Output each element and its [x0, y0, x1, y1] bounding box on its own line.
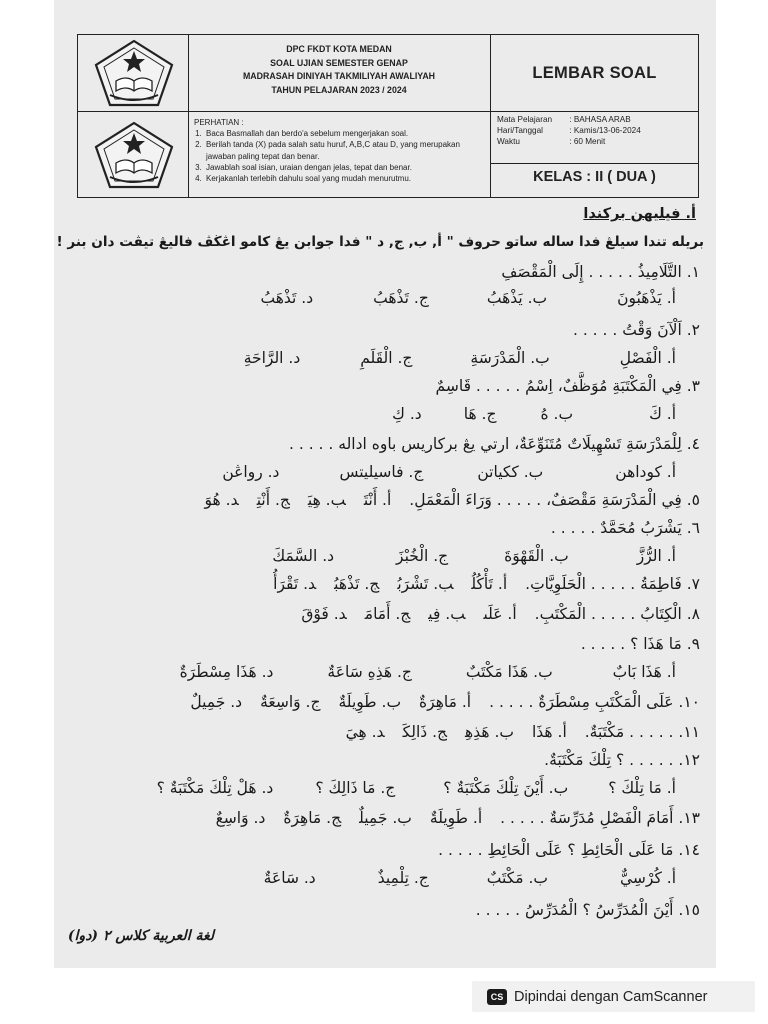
answer-option[interactable]: أ. أَنْتَ — [363, 491, 392, 509]
info-sep: : — [569, 137, 572, 147]
question-number: ٨. — [681, 605, 700, 623]
options-row — [261, 288, 676, 308]
answer-option[interactable]: ج. تِلْمِيذٌ — [377, 869, 429, 887]
answer-option[interactable]: ب. طَوِيلَةٌ — [338, 693, 402, 711]
section-title: أ. فيليهن بركندا — [583, 206, 696, 222]
answer-option[interactable]: د. هِيَ — [345, 723, 385, 741]
answer-option[interactable]: ب. جَمِيلٌ — [359, 809, 412, 827]
question-12 — [544, 750, 700, 770]
question-text: الْكِتَابُ . . . . . الْمَكْتَبِ. — [534, 605, 682, 623]
question-text: يَشْرَبُ مُحَمَّدٌ . . . . . — [550, 519, 682, 537]
question-number: ٦. — [681, 519, 700, 537]
perhatian-item: 4. Kerjakanlah terlebih dahulu soal yang mudah menurutmu. — [204, 173, 490, 184]
options-row — [264, 868, 676, 888]
options-row — [157, 778, 676, 798]
answer-option[interactable]: ب. هِيَ — [307, 491, 346, 509]
question-number: ١٥. — [673, 901, 700, 919]
answer-option[interactable]: ج. هَذِهِ سَاعَةٌ — [327, 663, 412, 681]
camscanner-text: Dipindai dengan CamScanner — [514, 988, 708, 1005]
madrasah-emblem-icon — [90, 37, 178, 109]
answer-option[interactable]: أ. عَلَى — [483, 605, 517, 623]
camscanner-badge — [472, 981, 755, 1012]
answer-option[interactable]: ج. تَذْهَبُ — [373, 289, 429, 307]
question-4 — [289, 434, 700, 454]
footer-note: لغة العربية كلاس ٢ (دوا) — [67, 928, 214, 944]
question-1 — [501, 262, 700, 282]
answer-option[interactable]: د. تَذْهَبُ — [260, 289, 314, 307]
exam-header-table — [77, 34, 699, 198]
question-text: اَلْآنَ وَقْتُ . . . . . — [572, 321, 682, 339]
answer-option[interactable]: د. السَّمَكَ — [272, 547, 335, 565]
perhatian-title: PERHATIAN : — [194, 118, 244, 127]
question-text: فِي الْمَكْتَبَةِ مُوَظَّفٌ، اِسْمُ . . . . . قَاسِمٌ — [435, 377, 682, 395]
options-row — [392, 404, 676, 424]
answer-option[interactable]: أ. طَوِيلَةٌ — [429, 809, 483, 827]
perhatian-item: 3. Jawablah soal isian, uraian dengan jelas, tepat dan benar. — [204, 162, 490, 173]
answer-option[interactable]: د. وَاسِعٌ — [215, 809, 266, 827]
perhatian-item: 2. Berilah tanda (X) pada salah satu huruf, A,B,C atau D, yang merupakan jawaban paling tepat dan benar. — [204, 139, 490, 161]
question-number: ٤. — [681, 435, 700, 453]
answer-option[interactable]: أ. هَذَا بَابٌ — [612, 663, 676, 681]
answer-option[interactable]: أ. الْفَصْلِ — [619, 349, 676, 367]
question-text: فِي الْمَدْرَسَةِ مَقْصَفٌ، . . . . . وَرَاءَ الْمَعْمَلِ. — [409, 491, 682, 509]
answer-option[interactable]: أ. كوداهن — [615, 463, 676, 481]
question-number: ٣. — [681, 377, 700, 395]
answer-option[interactable]: د. سَاعَةٌ — [263, 869, 316, 887]
school-line: MADRASAH DINIYAH TAKMILIYAH AWALIYAH — [242, 71, 436, 82]
question-8 — [301, 604, 700, 624]
answer-option[interactable]: ب. هُ — [540, 405, 574, 423]
answer-option[interactable]: د. هَلْ تِلْكَ مَكْتَبَةٌ ؟ — [156, 779, 274, 797]
exam-info — [497, 114, 697, 148]
question-text: فَاطِمَةُ . . . . . الْحَلَوِيَّاتِ. — [525, 575, 682, 593]
school-line: SOAL UJIAN SEMESTER GENAP — [270, 57, 408, 68]
info-sep: : — [569, 126, 572, 136]
options-row — [244, 348, 676, 368]
question-number: ٩. — [681, 635, 700, 653]
answer-option[interactable]: ج. فاسيليتس — [339, 463, 424, 481]
answer-option[interactable]: أ. تَأْكُلُ — [471, 575, 508, 593]
question-number: ١٣. — [673, 809, 700, 827]
question-text: . . . . . مَكْتَبَةٌ. — [584, 723, 674, 741]
question-text: لِلْمَدْرَسَةِ تَسْهِيلَاتٌ مُتَنَوِّعَةٌ، ارتي يڠ بركاريس باوه اداله . . . . . — [288, 435, 682, 453]
question-9 — [581, 634, 700, 654]
question-6 — [551, 518, 700, 538]
question-number: ١١. — [673, 723, 700, 741]
question-15 — [476, 900, 700, 920]
answer-option[interactable]: د. هَذَا مِسْطَرَةٌ — [179, 663, 274, 681]
question-number: ٢. — [681, 321, 700, 339]
question-text: . . . . . ؟ تِلْكَ مَكْتَبَةٌ. — [544, 751, 674, 769]
answer-option[interactable]: ج. الْخُبْزَ — [396, 547, 449, 565]
scanned-exam-paper — [54, 0, 716, 968]
class-label: KELAS : II ( DUA ) — [533, 169, 656, 185]
question-5 — [205, 490, 700, 510]
answer-option[interactable]: د. الرَّاحَةِ — [243, 349, 301, 367]
question-text: التَّلَامِيذُ . . . . . إِلَى الْمَقْصَفِ — [501, 263, 682, 281]
info-key: Mata Pelajaran — [497, 115, 553, 124]
info-value: BAHASA ARAB — [573, 115, 631, 124]
answer-option[interactable]: ب. فِي — [428, 605, 466, 623]
answer-option[interactable]: ج. ذَالِكَ — [402, 723, 448, 741]
question-number: ١٤. — [673, 841, 700, 859]
answer-option[interactable]: د. هُوَ — [204, 491, 239, 509]
answer-option[interactable]: د. جَمِيلٌ — [190, 693, 243, 711]
info-key: Waktu — [497, 137, 520, 147]
question-14 — [438, 840, 700, 860]
question-number: ١٢. — [673, 751, 700, 769]
info-sep: : — [569, 115, 572, 124]
answer-option[interactable]: أ. هَذَا — [531, 723, 567, 741]
question-3 — [436, 376, 700, 396]
answer-option[interactable]: ب. يَذْهَبُ — [486, 289, 548, 307]
info-value: Kamis/13-06-2024 — [573, 126, 641, 136]
school-line: DPC FKDT KOTA MEDAN — [286, 44, 392, 54]
answer-option[interactable]: ج. مَاهِرَةٌ — [283, 809, 342, 827]
answer-option[interactable]: ج. تَذْهَبُ — [334, 575, 380, 593]
question-text: مَا هَذَا ؟ . . . . . — [580, 635, 682, 653]
question-2 — [573, 320, 700, 340]
answer-option[interactable]: ب. هَذَا مَكْتَبٌ — [465, 663, 553, 681]
school-heading — [188, 43, 490, 97]
answer-option[interactable]: ب. أَيْنَ تِلْكَ مَكْتَبَةٌ ؟ — [443, 779, 569, 797]
answer-option[interactable]: ب. تَشْرَبُ — [397, 575, 454, 593]
question-text: عَلَى الْمَكْتَبِ مِسْطَرَةٌ . . . . . — [489, 693, 674, 711]
question-number: ٥. — [681, 491, 700, 509]
answer-option[interactable]: ج. أَمَامَ — [364, 605, 411, 623]
question-number: ٧. — [681, 575, 700, 593]
answer-option[interactable]: أ. الرُّزَّ — [636, 547, 676, 565]
answer-option[interactable]: أ. يَذْهَبُونَ — [617, 289, 676, 307]
perhatian-block — [194, 117, 490, 184]
answer-option[interactable]: ج. وَاسِعَةٌ — [260, 693, 321, 711]
answer-option[interactable]: ج. أَنْتِ — [256, 491, 290, 509]
options-row — [222, 462, 676, 482]
question-text: أَمَامَ الْفَصْلِ مُدَرِّسَةٌ . . . . . — [500, 809, 674, 827]
camscanner-logo-icon: CS — [487, 989, 507, 1005]
question-10 — [190, 692, 700, 712]
answer-option[interactable]: د. فَوْقَ — [301, 605, 347, 623]
question-11 — [346, 722, 700, 742]
question-7 — [273, 574, 700, 594]
sheet-title: LEMBAR SOAL — [532, 63, 657, 82]
info-value: 60 Menit — [573, 137, 606, 147]
answer-option[interactable]: ب. ككياتن — [477, 463, 544, 481]
answer-option[interactable]: أ. مَا تِلْكَ ؟ — [608, 779, 676, 797]
answer-option[interactable]: ب. هَذِهِ — [465, 723, 514, 741]
options-row — [272, 546, 676, 566]
info-key: Hari/Tanggal — [497, 126, 543, 136]
answer-option[interactable]: ب. مَكْتَبٌ — [486, 869, 548, 887]
answer-option[interactable]: ب. الْمَدْرَسَةِ — [470, 349, 550, 367]
answer-option[interactable]: ج. الْقَلَمِ — [360, 349, 413, 367]
answer-option[interactable]: أ. مَاهِرَةٌ — [419, 693, 472, 711]
answer-option[interactable]: أ. كُرْسِيٌّ — [620, 869, 676, 887]
answer-option[interactable]: ج. هَا — [463, 405, 497, 423]
question-number: ١٠. — [673, 693, 700, 711]
answer-option[interactable]: د. كِ — [392, 405, 422, 423]
options-row — [180, 662, 676, 682]
school-line: TAHUN PELAJARAN 2023 / 2024 — [271, 84, 407, 95]
instructions: بريله تندا سيلڠ فدا ساله ساتو حروف " أ, ب, ج, د " فدا جوابن يڠ كامو اڠڬڤ فاليڠ تيڤت دان بنر ! — [56, 234, 704, 250]
question-text: مَا عَلَى الْحَائِطِ ؟ عَلَى الْحَائِطِ . . . . . — [438, 841, 674, 859]
answer-option[interactable]: أ. كَ — [649, 405, 676, 423]
answer-option[interactable]: د. رواڠن — [222, 463, 280, 481]
answer-option[interactable]: ج. مَا ذَالِكَ ؟ — [315, 779, 396, 797]
question-13 — [216, 808, 700, 828]
perhatian-item: 1. Baca Basmallah dan berdo'a sebelum mengerjakan soal. — [204, 128, 490, 139]
answer-option[interactable]: د. تَقْرَأُ — [273, 575, 317, 593]
answer-option[interactable]: ب. الْقَهْوَةَ — [504, 547, 569, 565]
question-number: ١. — [681, 263, 700, 281]
question-text: أَيْنَ الْمُدَرِّسُ ؟ الْمُدَرِّسُ . . . . . — [475, 901, 674, 919]
madrasah-emblem-icon — [90, 119, 178, 191]
